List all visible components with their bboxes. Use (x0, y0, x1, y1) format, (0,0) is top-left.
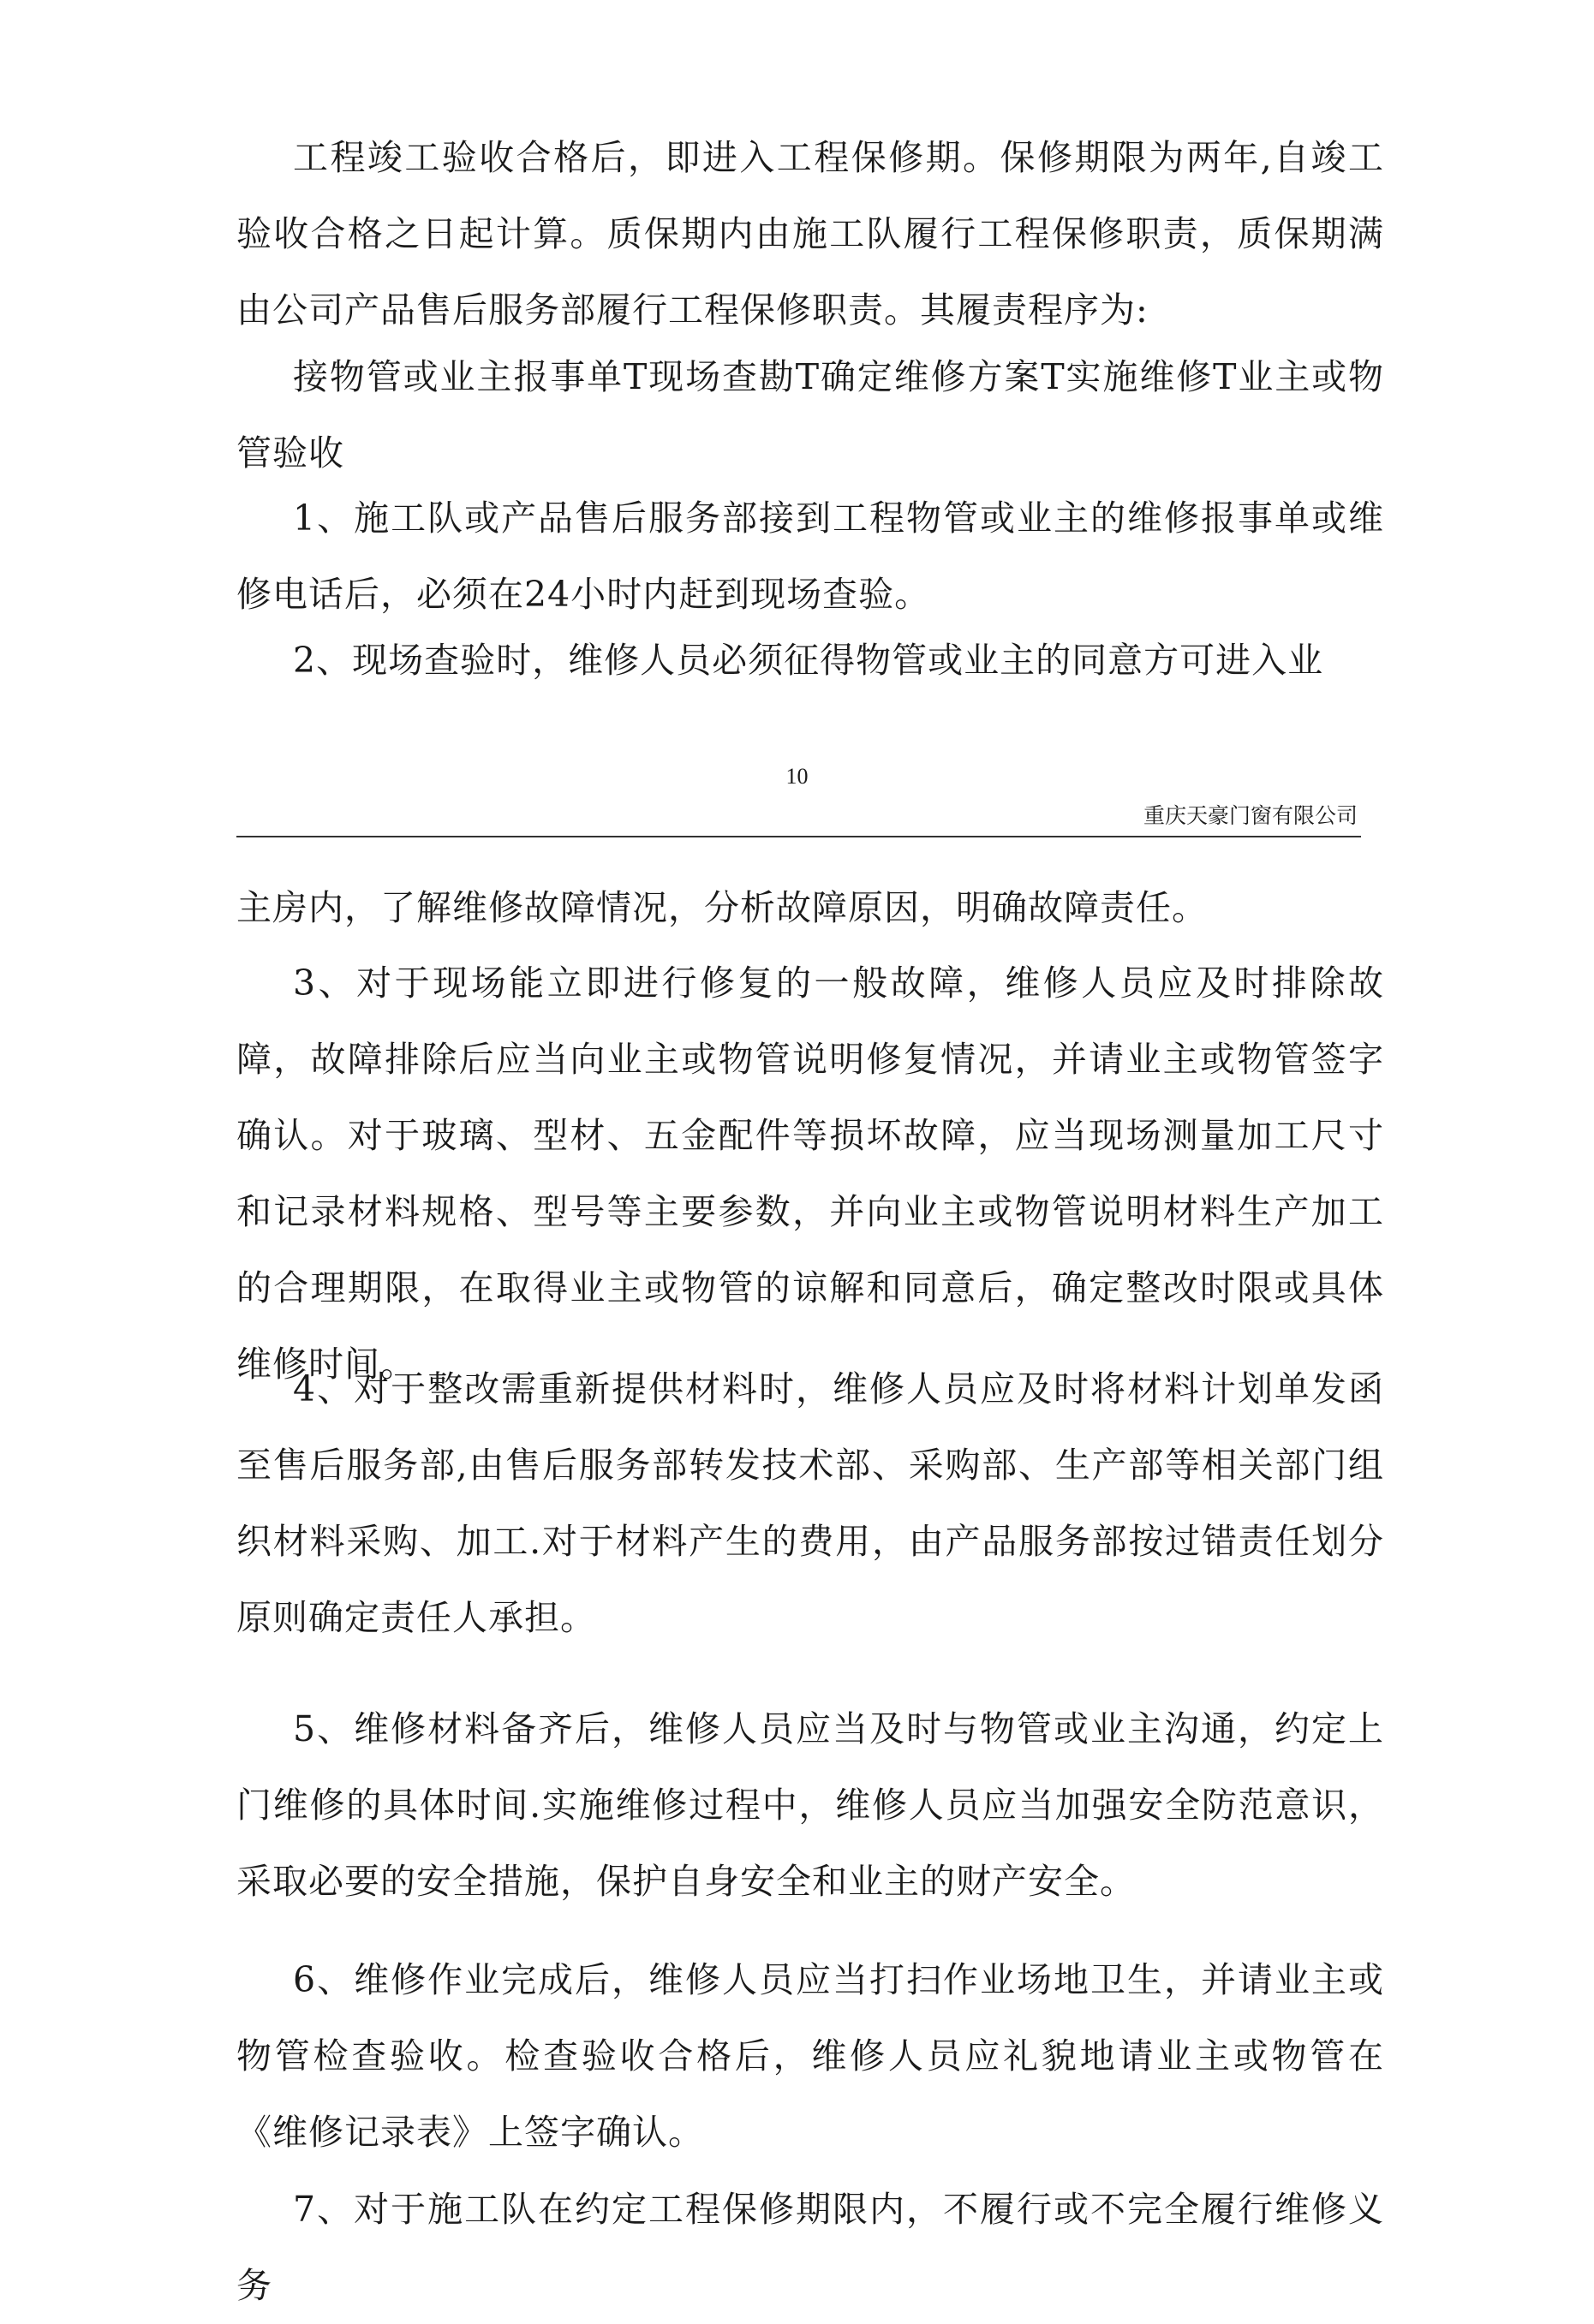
paragraph-step-4: 4、对于整改需重新提供材料时，维修人员应及时将材料计划单发函至售后服务部,由售后服务部转发技术部、采购部、生产部等相关部门组织材料采购、加工.对于材料产生的费用，由产品服务部按过错责任划分原则确定责任人承担。 (236, 1368, 1384, 1638)
footer-company-name: 重庆天豪门窗有限公司 (1143, 803, 1358, 828)
paragraph-step-3: 3、对于现场能立即进行修复的一般故障，维修人员应及时排除故障，故障排除后应当向业主或物管说明修复情况，并请业主或物管签字确认。对于玻璃、型材、五金配件等损坏故障，应当现场测量加工尺寸和记录材料规格、型号等主要参数，并向业主或物管说明材料生产加工的合理期限，在取得业主或物管的谅解和同意后，确定整改时限或具体维修时间。 (236, 962, 1384, 1385)
paragraph-warranty-intro: 工程竣工验收合格后，即进入工程保修期。保修期限为两年,自竣工验收合格之日起计算。质保期内由施工队履行工程保修职责，质保期满由公司产品售后服务部履行工程保修职责。其履责程序为: (236, 137, 1384, 331)
paragraph-step-2-continued: 主房内，了解维修故障情况，分析故障原因，明确故障责任。 (236, 887, 1208, 928)
paragraph-step-6: 6、维修作业完成后，维修人员应当打扫作业场地卫生，并请业主或物管检查验收。检查验收合格后，维修人员应礼貌地请业主或物管在《维修记录表》上签字确认。 (236, 1959, 1384, 2153)
paragraph-process-flow: 接物管或业主报事单T现场查勘T确定维修方案T实施维修T业主或物管验收 (236, 356, 1384, 474)
paragraph-step-2-start: 2、现场查验时，维修人员必须征得物管或业主的同意方可进入业 (293, 640, 1324, 681)
paragraph-step-7-start: 7、对于施工队在约定工程保修期限内，不履行或不完全履行维修义务 (236, 2189, 1384, 2306)
paragraph-step-5: 5、维修材料备齐后，维修人员应当及时与物管或业主沟通，约定上门维修的具体时间.实施维修过程中，维修人员应当加强安全防范意识，采取必要的安全措施，保护自身安全和业主的财产安全。 (236, 1708, 1384, 1902)
paragraph-step-1: 1、施工队或产品售后服务部接到工程物管或业主的维修报事单或维修电话后，必须在24小时内赶到现场查验。 (236, 498, 1384, 615)
page-number: 10 (785, 764, 809, 789)
footer-divider (236, 836, 1361, 837)
